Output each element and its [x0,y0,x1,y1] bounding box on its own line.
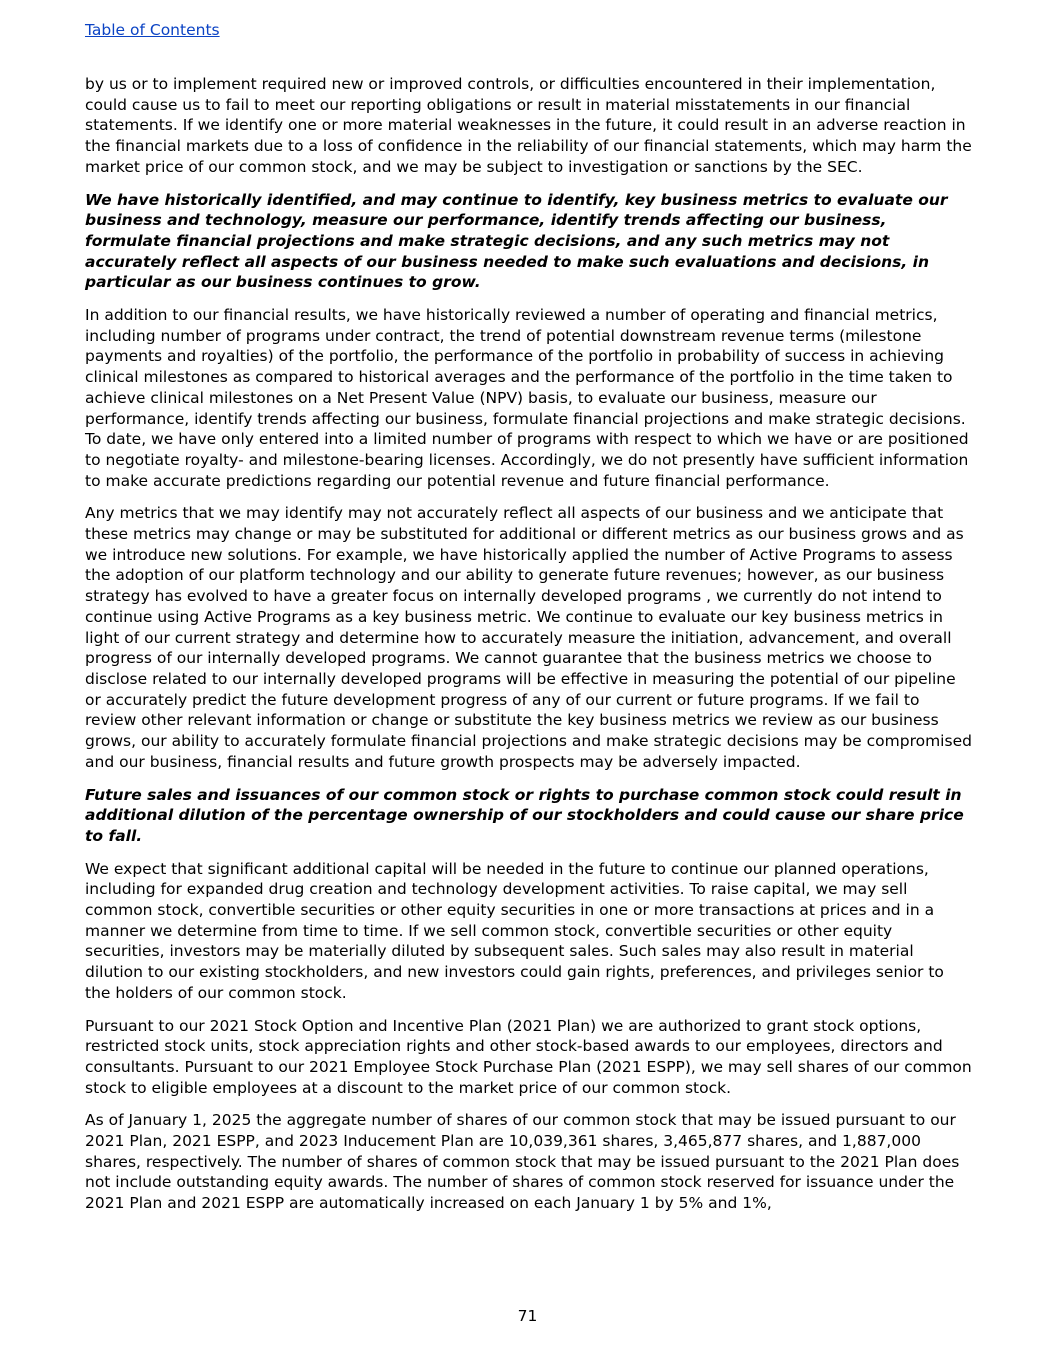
page-number: 71 [517,1307,538,1325]
paragraph-operating-metrics: In addition to our financial results, we have historically reviewed a number of operating and financial metrics, including number of programs under contract, the trend of potential downstream revenue terms (milestone payments and royalties) of the portfolio, the performance of the portfolio in probability of success in achieving clinical milestones as compared to historical averages and the performance of the portfolio in the time taken to achieve clinical milestones on a Net Present Value (NPV) basis, to evaluate our business, measure our performance, identify trends affecting our business, formulate financial projections and make strategic decisions. To date, we have only entered into a limited number of programs with respect to which we have or are positioned to negotiate royalty- and milestone-bearing licenses. Accordingly, we do not presently have sufficient information to make accurate predictions regarding our potential revenue and future financial performance. [85,306,969,490]
paragraph-share-reserves: As of January 1, 2025 the aggregate number of shares of our common stock that may be issued pursuant to our 2021 Plan, 2021 ESPP, and 2023 Inducement Plan are 10,039,361 shares, 3,465,877 shares, and 1,887,000 shares, respectively. The number of shares of common stock that may be issued pursuant to the 2021 Plan does not include outstanding equity awards. The number of shares of common stock reserved for issuance under the 2021 Plan and 2021 ESPP are automatically increased on each January 1 by 5% and 1%, [85,1111,960,1213]
risk-heading-key-business-metrics: We have historically identified, and may continue to identify, key business metrics to evaluate our business and technology, measure our performance, identify trends affecting our business, formulate financial projections and make strategic decisions, and any such metrics may not accurately reflect all aspects of our business needed to make such evaluations and decisions, in particular as our business continues to grow. [85,190,948,292]
paragraph-stock-plans: Pursuant to our 2021 Stock Option and Incentive Plan (2021 Plan) we are authorized to grant stock options, restricted stock units, stock appreciation rights and other stock-based awards to our employees, directors and consultants. Pursuant to our 2021 Employee Stock Purchase Plan (2021 ESPP), we may sell shares of our common stock to eligible employees at a discount to the market price of our common stock. [85,1016,972,1097]
risk-heading-future-sales-dilution: Future sales and issuances of our common stock or rights to purchase common stock could result in additional dilution of the percentage ownership of our stockholders and could cause our share price to fall. [85,785,964,845]
paragraph-metrics-may-change: Any metrics that we may identify may not accurately reflect all aspects of our business and we anticipate that these metrics may change or may be substituted for additional or different metrics as our business grows and as we introduce new solutions. For example, we have historically applied the number of Active Programs to assess the adoption of our platform technology and our ability to generate future revenues; however, as our business strategy has evolved to have a greater focus on internally developed programs , we currently do not intend to continue using Active Programs as a key business metric. We continue to evaluate our key business metrics in light of our current strategy and determine how to accurately measure the initiation, advancement, and overall progress of our internally developed programs. We cannot guarantee that the business metrics we choose to disclose related to our internally developed programs will be effective in measuring the potential of our pipeline or accurately predict the future development progress of any of our current or future programs. If we fail to review other relevant information or change or substitute the key business metrics we review as our business grows, our ability to accurately formulate financial projections and make strategic decisions may be compromised and our business, financial results and future growth prospects may be adversely impacted. [85,504,972,771]
paragraph-additional-capital: We expect that significant additional capital will be needed in the future to continue our planned operations, including for expanded drug creation and technology development activities. To raise capital, we may sell common stock, convertible securities or other equity securities in one or more transactions at prices and in a manner we determine from time to time. If we sell common stock, convertible securities or other equity securities, investors may be materially diluted by subsequent sales. Such sales may also result in material dilution to our existing stockholders, and new investors could gain rights, preferences, and privileges senior to the holders of our common stock. [85,859,944,1002]
paragraph-controls-misstatements: by us or to implement required new or improved controls, or difficulties encountered in their implementation, could cause us to fail to meet our reporting obligations or result in material misstatements in our financial statements. If we identify one or more material weaknesses in the future, it could result in an adverse reaction in the financial markets due to a loss of confidence in the reliability of our financial statements, which may harm the market price of our common stock, and we may be subject to investigation or sanctions by the SEC. [85,75,972,176]
table-of-contents-link[interactable]: Table of Contents [85,21,220,39]
document-body [85,74,973,1226]
